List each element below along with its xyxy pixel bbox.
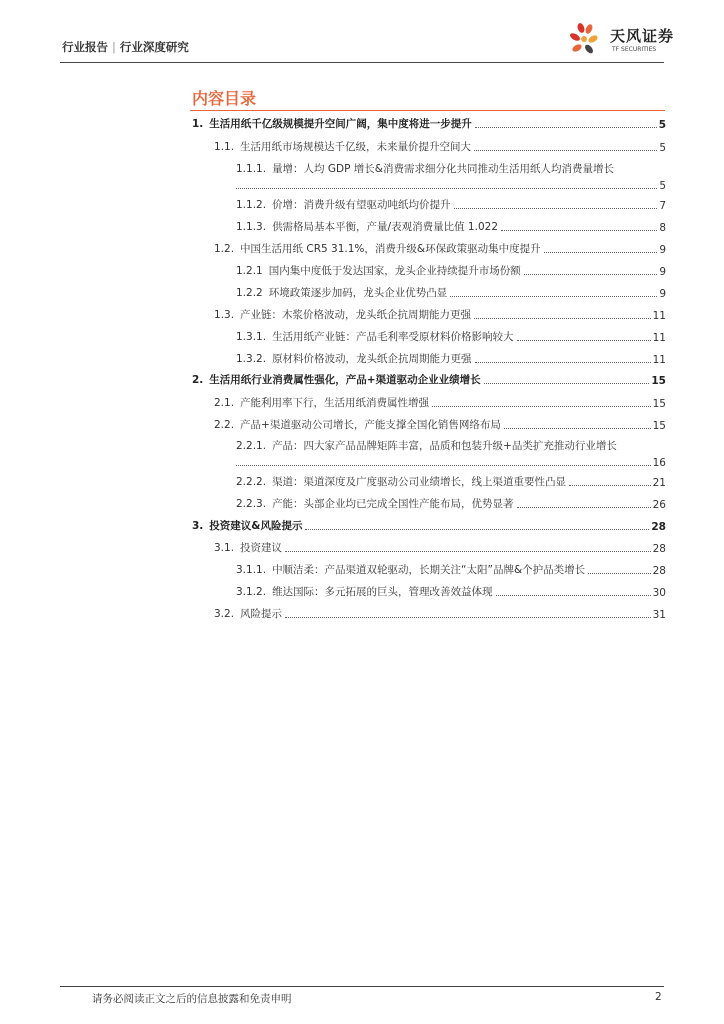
toc-entry[interactable]: 1.1. 生活用纸市场规模达千亿级，未来量价提升空间大 5	[214, 141, 666, 154]
toc-entry[interactable]: 1.3.1. 生活用纸产业链：产品毛利率受原材料价格影响较大 11	[236, 331, 666, 344]
toc-title: 内容目录	[192, 89, 257, 108]
footer-disclaimer: 请务必阅读正文之后的信息披露和免责申明	[92, 993, 292, 1005]
toc-entry[interactable]: 3.1. 投资建议 28	[214, 542, 666, 555]
toc-entry[interactable]: 1.2. 中国生活用纸 CR5 31.1%，消费升级&环保政策驱动集中度提升 9	[214, 243, 666, 256]
toc-entry[interactable]: 1.2.2 环境政策逐步加码，龙头企业优势凸显 9	[236, 287, 666, 300]
toc-entry[interactable]: 2.2. 产品+渠道驱动公司增长，产能支撑全国化销售网络布局 15	[214, 419, 666, 432]
toc-entry[interactable]: 1.1.1. 量增：人均 GDP 增长&消费需求细分化共同推动生活用纸人均消费量增长 5	[236, 163, 666, 192]
toc-entry[interactable]: 2.2.2. 渠道：渠道深度及广度驱动公司业绩增长，线上渠道重要性凸显 21	[236, 476, 666, 489]
header-separator: |	[112, 40, 116, 54]
toc-entry[interactable]: 1.1.2. 价增：消费升级有望驱动吨纸均价提升 7	[236, 199, 666, 212]
toc-entry[interactable]: 3. 投资建议&风险提示 28	[192, 520, 666, 533]
page-number: 2	[655, 991, 662, 1003]
report-type: 行业报告	[62, 40, 108, 54]
toc-entry[interactable]: 2. 生活用纸行业消费属性强化，产品+渠道驱动企业业绩增长 15	[192, 374, 666, 387]
toc-entry[interactable]: 3.1.2. 维达国际：多元拓展的巨头，管理改善效益体现 30	[236, 586, 666, 599]
toc-entry[interactable]: 3.2. 风险提示 31	[214, 608, 666, 621]
tianfeng-flower-logo-icon	[567, 20, 607, 60]
footer-rule	[60, 986, 664, 987]
brand-logo	[567, 20, 677, 62]
header-rule	[60, 62, 664, 63]
header-category	[62, 39, 189, 55]
toc-entry[interactable]: 2.1. 产能利用率下行，生活用纸消费属性增强 15	[214, 397, 666, 410]
toc-entry[interactable]: 1. 生活用纸千亿级规模提升空间广阔，集中度将进一步提升 5	[192, 118, 666, 131]
toc-entry[interactable]: 1.3.2. 原材料价格波动，龙头纸企抗周期能力更强 11	[236, 353, 666, 366]
toc-entry[interactable]: 1.2.1 国内集中度低于发达国家，龙头企业持续提升市场份额 9	[236, 265, 666, 278]
toc-entry[interactable]: 3.1.1. 中顺洁柔：产品渠道双轮驱动，长期关注“太阳”品牌&个护品类增长 28	[236, 564, 666, 577]
toc-title-rule	[190, 110, 665, 111]
toc-entry[interactable]: 2.2.1. 产品：四大家产品品牌矩阵丰富，品质和包装升级+品类扩充推动行业增长 16	[236, 440, 666, 469]
report-subtype: 行业深度研究	[119, 40, 189, 54]
toc-entry[interactable]: 1.1.3. 供需格局基本平衡，产量/表观消费量比值 1.022 8	[236, 221, 666, 234]
brand-name-en: TF SECURITIES	[612, 46, 657, 53]
toc-entry[interactable]: 1.3. 产业链：木浆价格波动，龙头纸企抗周期能力更强 11	[214, 309, 666, 322]
brand-name-cn: 天风证券	[610, 27, 675, 45]
toc-entry[interactable]: 2.2.3. 产能：头部企业均已完成全国性产能布局，优势显著 26	[236, 498, 666, 511]
